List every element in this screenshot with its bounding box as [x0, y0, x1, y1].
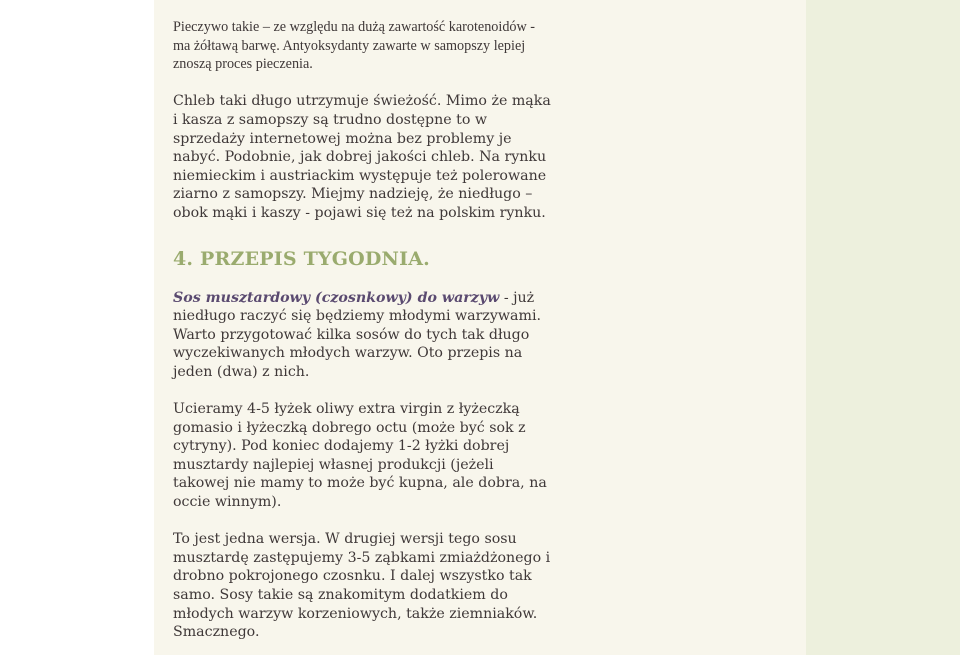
- intro-paragraph: Pieczywo takie – ze względu na dużą zawartość karotenoidów - ma żółtawą barwę. Antyoksydanty zawarte w samopszy lepiej znoszą proces pieczenia.: [173, 19, 536, 73]
- recipe-intro-text: - już niedługo raczyć się będziemy młodymi warzywami. Warto przygotować kilka sosów do tych tak długo wyczekiwanych młodych warzyw. Oto przepis na jeden (dwa) z nich.: [173, 289, 541, 380]
- article-body: [173, 18, 553, 642]
- recipe-intro-paragraph: [173, 289, 553, 382]
- side-panel: [806, 0, 960, 655]
- step-one-paragraph: Ucieramy 4-5 łyżek oliwy extra virgin z łyżeczką gomasio i łyżeczką dobrego octu (może być sok z cytryny). Pod koniec dodajemy 1-2 łyżki dobrej musztardy najlepiej własnej produkcji (jeżeli takowej nie mamy to może być kupna, ale dobra, na occie winnym).: [173, 401, 547, 511]
- section-heading: 4. PRZEPIS TYGODNIA.: [173, 247, 430, 270]
- step-two-paragraph: To jest jedna wersja. W drugiej wersji tego sosu musztardę zastępujemy 3-5 ząbkami zmiażdżonego i drobno pokrojonego czosnku. I dalej wszystko tak samo. Sosy takie są znakomitym dodatkiem do młodych warzyw korzeniowych, także ziemniaków. Smacznego.: [173, 531, 551, 641]
- recipe-name: Sos musztardowy (czosnkowy) do warzyw: [173, 289, 500, 306]
- freshness-paragraph: Chleb taki długo utrzymuje świeżość. Mimo że mąka i kasza z samopszy są trudno dostępne to w sprzedaży internetowej można bez problemy je nabyć. Podobnie, jak dobrej jakości chleb. Na rynku niemieckim i austriackim występuje też polerowane ziarno z samopszy. Miejmy nadzieję, że niedługo – obok mąki i kaszy - pojawi się też na polskim rynku.: [173, 93, 551, 221]
